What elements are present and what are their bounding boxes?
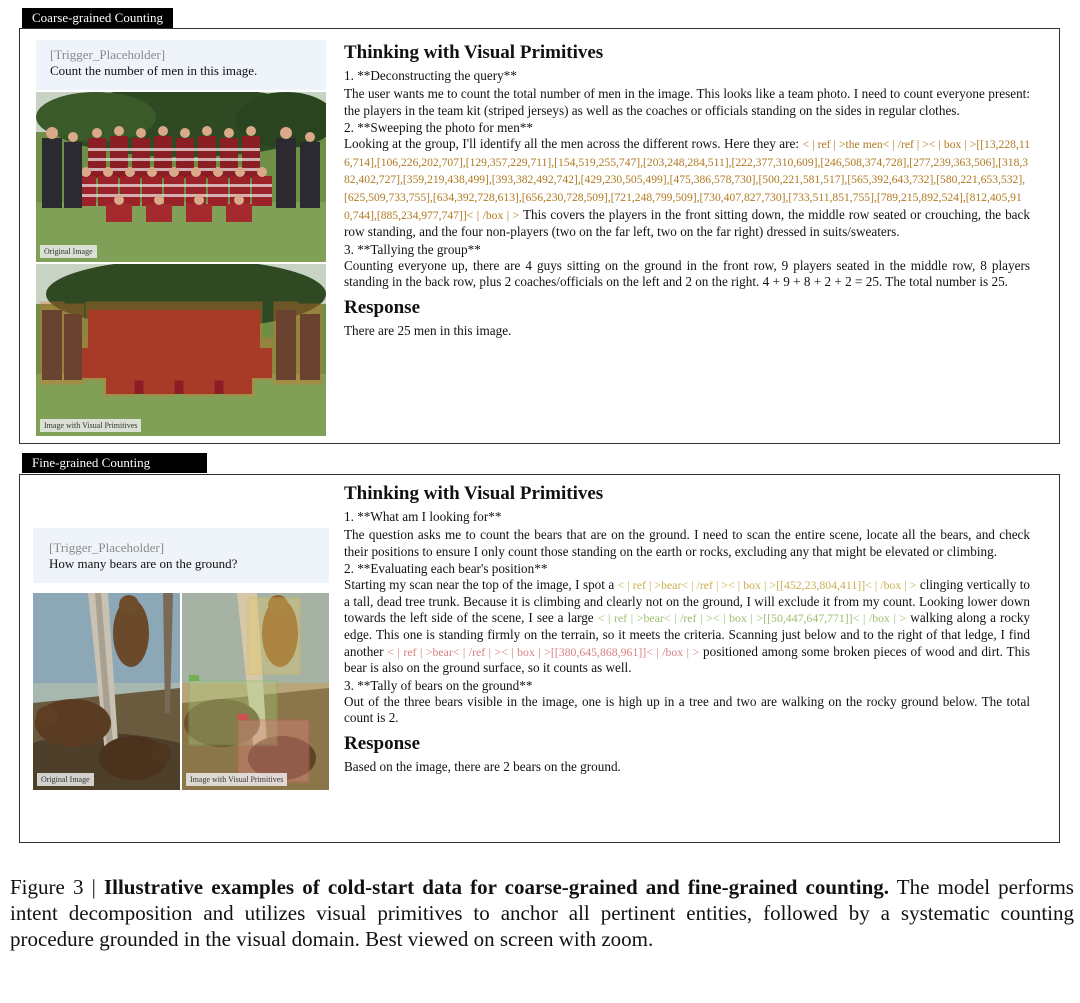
ref-box-men: < | ref | >the men< | /ref | >< | box | >[[13,228,116,714],[106,226,202,707],[129,357,229,711],[154,519,255,747],[203,248,284,511],[222,377,310,609],[246,508,374,728],[277,239,363,506],[318,382,402,727],[359,219,438,499],[393,382,492,742],[429,230,505,499],[475,386,578,730],[500,221,581,517],[565,392,643,732],[580,221,653,532],[625,509,733,755],[634,392,728,613],[656,230,728,509],[721,248,799,509],[730,407,827,730],[733,511,851,755],[789,215,892,524],[812,405,910,744],[885,234,977,747]]< | /box | > — [344, 138, 1030, 222]
step-1-title: 1. **Deconstructing the query** — [344, 68, 517, 83]
ref-box-bear-rock: < | ref | >bear< | /ref | >< | box | >[[50,447,647,771]]< | /box | > — [597, 611, 907, 626]
bear-photo-visual-primitives — [182, 593, 329, 790]
ref-box-bear-ground: < | ref | >bear< | /ref | >< | box | >[[380,645,868,961]]< | /box | > — [387, 644, 700, 659]
team-photo-original — [36, 92, 326, 262]
team-photo-visual-primitives — [36, 264, 326, 436]
section-heading-response: Response — [344, 732, 421, 754]
step-3-text: Counting everyone up, there are 4 guys sitting on the ground in the front row, 9 players seated in the middle row, 8 players standing in the back row, plus 2 coaches/officials on the left and 2 on the right. 4 + 9 + 8 + 2 + 2 = 25. The total number is 25. — [344, 257, 1030, 290]
prompt-box-coarse — [36, 40, 326, 90]
section-heading-thinking: Thinking with Visual Primitives — [344, 483, 604, 504]
figure-caption — [10, 874, 1074, 952]
figure-caption-bold: Illustrative examples of cold-start data for coarse-grained and fine-grained counting. — [103, 875, 889, 899]
response-text: Based on the image, there are 2 bears on the ground. — [344, 758, 621, 774]
image-caption-original: Original Image — [37, 773, 94, 786]
step-3-text: Out of the three bears visible in the image, one is high up in a tree and two are walking on the rocky ground below. The total count is 2. — [344, 693, 1030, 726]
step-2-text-a: Starting my scan near the top of the image, I spot a — [344, 577, 618, 593]
reasoning-column-coarse — [344, 42, 1030, 339]
ref-box-bear-tree: < | ref | >bear< | /ref | >< | box | >[[452,23,804,411]]< | /box | > — [617, 578, 917, 593]
section-heading-thinking: Thinking with Visual Primitives — [344, 42, 604, 63]
step-2-title: 2. **Evaluating each bear's position** — [344, 561, 548, 577]
step-2-text-c: walking along a rocky edge. This one is standing firmly on the terrain, so it meets the criteria. Scanning just below and to the right of that ledge, I find another — [344, 610, 1031, 659]
step-2-text — [344, 577, 1030, 677]
step-2-text-pre: Looking at the group, I'll identify all the men across the different rows. Here they are: — [344, 136, 803, 152]
panel-tag-coarse: Coarse-grained Counting — [22, 8, 173, 28]
image-caption-visual-primitives: Image with Visual Primitives — [40, 419, 141, 432]
prompt-question: Count the number of men in this image. — [50, 63, 258, 78]
section-heading-response: Response — [344, 296, 421, 318]
step-2-text-d: positioned among some broken pieces of wood and dirt. This bear is also on the ground surface, so it counts as well. — [344, 643, 1030, 676]
step-1-text: The question asks me to count the bears that are on the ground. I need to scan the entire scene, locate all the bears, and check their positions to ensure I only count those standing on the earth or rocks, excluding any that might be elevated or climbing. — [344, 527, 1030, 559]
trigger-placeholder: [Trigger_Placeholder] — [49, 540, 165, 555]
prompt-question: How many bears are on the ground? — [49, 556, 238, 571]
figure-caption-rest: The model performs intent decomposition and utilizes visual primitives to anchor all pertinent entities, followed by a systematic counting procedure grounded in the visual domain. Best viewed on screen with zoom. — [10, 875, 1074, 951]
panel-tag-fine: Fine-grained Counting — [22, 453, 207, 473]
step-2-title: 2. **Sweeping the photo for men** — [344, 120, 533, 136]
step-1-text: The user wants me to count the total number of men in the image. This looks like a team photo. I need to count everyone present: the players in the team kit (striped jerseys) as well as the coaches or officials standing on the sides in regular clothes. — [344, 86, 1030, 118]
step-2-text-post: This covers the players in the front sitting down, the middle row seated or crouching, the back row standing, and the four non-players (two on the far left, two on the far right) dressed in suits/sweaters. — [344, 206, 1030, 240]
reasoning-column-fine — [344, 483, 1030, 775]
step-3-title: 3. **Tally of bears on the ground** — [344, 677, 533, 693]
step-2-text-b: clinging vertically to a tall, dead tree trunk. Because it is climbing and clearly not on the ground, I will exclude it from my count. Looking lower down towards the left side of the scene, I see a large — [344, 577, 1030, 626]
step-3-title: 3. **Tallying the group** — [344, 241, 481, 257]
step-1-title: 1. **What am I looking for** — [344, 509, 502, 524]
response-text: There are 25 men in this image. — [344, 322, 512, 338]
figure-label: Figure 3 | — [10, 875, 104, 899]
prompt-box-fine — [33, 528, 329, 583]
bear-photo-original — [33, 593, 180, 790]
image-caption-original: Original Image — [40, 245, 97, 258]
step-2-text — [344, 136, 1030, 241]
image-caption-visual-primitives: Image with Visual Primitives — [186, 773, 287, 786]
trigger-placeholder: [Trigger_Placeholder] — [50, 47, 166, 62]
